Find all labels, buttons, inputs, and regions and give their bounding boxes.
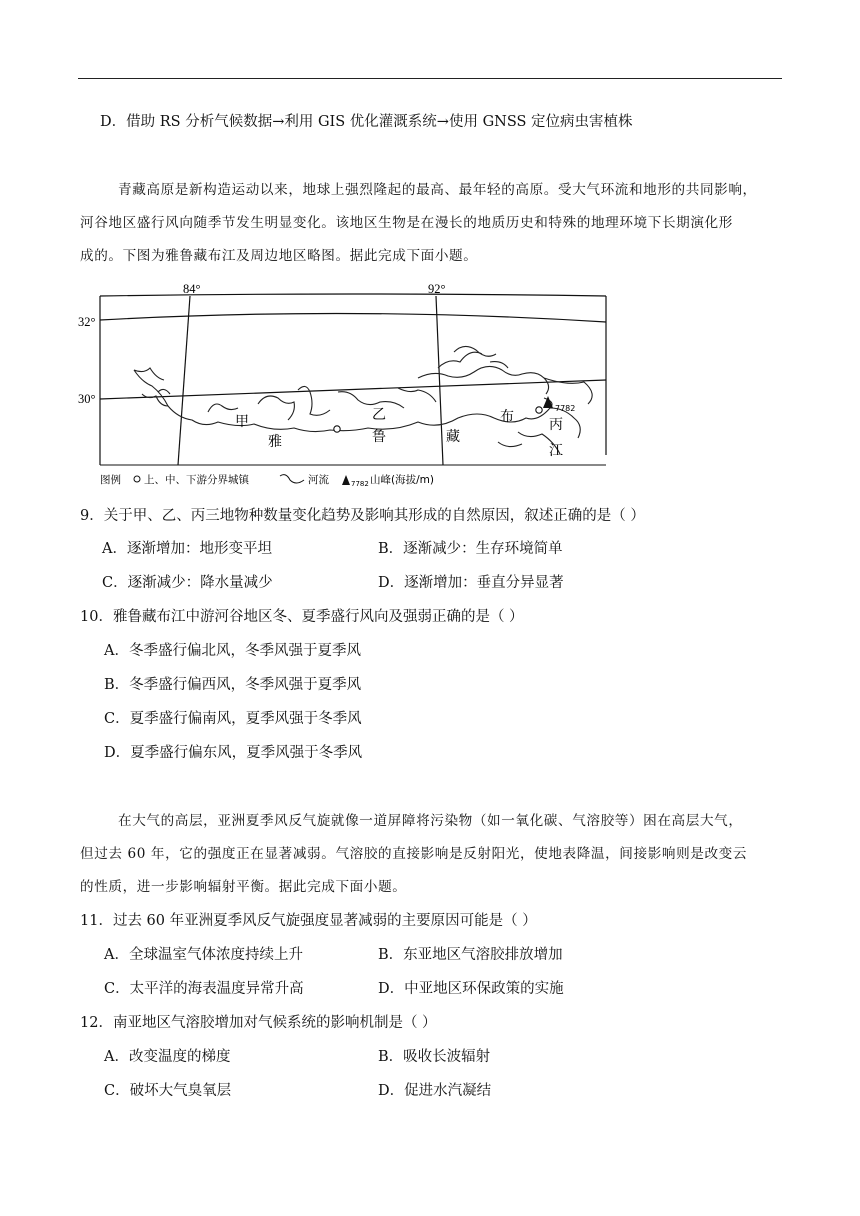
q9-option-d: D．逐渐增加：垂直分异显著 <box>378 575 564 591</box>
q9-stem: 9．关于甲、乙、丙三地物种数量变化趋势及影响其形成的自然原因，叙述正确的是（ ） <box>80 508 645 524</box>
q10-stem: 10．雅鲁藏布江中游河谷地区冬、夏季盛行风向及强弱正确的是（ ） <box>80 609 524 625</box>
yarlung-tsangpo-map <box>78 282 610 488</box>
q12-option-d: D．促进水汽凝结 <box>378 1083 492 1099</box>
label-jiang: 江 <box>549 443 563 459</box>
river-lines <box>134 346 592 454</box>
passage2-line-2: 但过去 60 年，它的强度正在显著减弱。气溶胶的直接影响是反射阳光，使地表降温，间接影响则是改变云 <box>80 846 748 862</box>
q11-stem: 11．过去 60 年亚洲夏季风反气旋强度显著减弱的主要原因可能是（ ） <box>80 913 537 929</box>
label-jia: 甲 <box>235 414 249 430</box>
q9-option-a: A．逐渐增加：地形变平坦 <box>102 541 272 557</box>
q10-option-d: D．夏季盛行偏东风，夏季风强于冬季风 <box>104 745 363 761</box>
legend-river-text: 河流 <box>308 474 329 486</box>
passage2-line-3: 的性质，进一步影响辐射平衡。据此完成下面小题。 <box>80 879 407 895</box>
header-rule <box>78 78 782 79</box>
q10-option-a: A．冬季盛行偏北风，冬季风强于夏季风 <box>104 643 361 659</box>
q9-option-b: B．逐渐减少：生存环境简单 <box>378 541 563 557</box>
q12-option-a: A．改变温度的梯度 <box>104 1049 231 1065</box>
label-bing: 丙 <box>549 417 563 433</box>
q9-option-c: C．逐渐减少：降水量减少 <box>102 575 273 591</box>
legend-peak-text: 山峰(海拔/m) <box>370 474 434 486</box>
lon-label-92: 92° <box>428 282 446 296</box>
lon-92-line <box>436 296 443 465</box>
label-ya: 雅 <box>268 434 282 450</box>
q10-option-b: B．冬季盛行偏西风，冬季风强于夏季风 <box>104 677 362 693</box>
passage2-line-1: 在大气的高层，亚洲夏季风反气旋就像一道屏障将污染物（如一氧化碳、气溶胶等）困在高层大气， <box>118 813 743 829</box>
passage1-line-3: 成的。下图为雅鲁藏布江及周边地区略图。据此完成下面小题。 <box>80 248 478 264</box>
lat-label-32: 32° <box>78 315 96 329</box>
q12-stem: 12．南亚地区气溶胶增加对气候系统的影响机制是（ ） <box>80 1015 437 1031</box>
legend-peak-icon <box>342 475 350 485</box>
passage1-line-1: 青藏高原是新构造运动以来，地球上强烈隆起的最高、最年轻的高原。受大气环流和地形的共同影响， <box>118 182 757 198</box>
lon-84-line <box>178 296 190 465</box>
q11-option-a: A．全球温室气体浓度持续上升 <box>104 947 303 963</box>
q12-option-b: B．吸收长波辐射 <box>378 1049 491 1065</box>
q12-option-c: C．破坏大气臭氧层 <box>104 1083 232 1099</box>
label-yi: 乙 <box>372 407 386 423</box>
map-svg <box>78 282 610 488</box>
q11-option-c: C．太平洋的海表温度异常升高 <box>104 981 304 997</box>
q8-option-d: D．借助 RS 分析气候数据→利用 GIS 优化灌溉系统→使用 GNSS 定位病虫害植株 <box>100 114 633 130</box>
peak-elevation-label: 7782 <box>555 404 576 413</box>
label-bu: 布 <box>500 409 514 425</box>
lat-label-30: 30° <box>78 392 96 406</box>
legend-title: 图例 <box>100 474 121 486</box>
lat-32-line <box>100 313 606 322</box>
lon-label-84: 84° <box>183 282 201 296</box>
q11-option-b: B．东亚地区气溶胶排放增加 <box>378 947 563 963</box>
passage1-line-2: 河谷地区盛行风向随季节发生明显变化。该地区生物是在漫长的地质历史和特殊的地理环境下长期演化形 <box>80 215 733 231</box>
q11-option-d: D．中亚地区环保政策的实施 <box>378 981 564 997</box>
label-zang: 藏 <box>446 429 460 445</box>
lat-30-line <box>100 380 606 399</box>
town-midstream-marker <box>334 426 340 432</box>
label-lu: 鲁 <box>372 429 386 445</box>
legend-peak-elevation: 7782 <box>351 480 369 488</box>
legend-river-icon <box>280 475 304 483</box>
legend-town-icon <box>134 476 140 482</box>
q10-option-c: C．夏季盛行偏南风，夏季风强于冬季风 <box>104 711 362 727</box>
town-downstream-marker <box>536 407 542 413</box>
legend-town-text: 上、中、下游分界城镇 <box>144 474 249 486</box>
